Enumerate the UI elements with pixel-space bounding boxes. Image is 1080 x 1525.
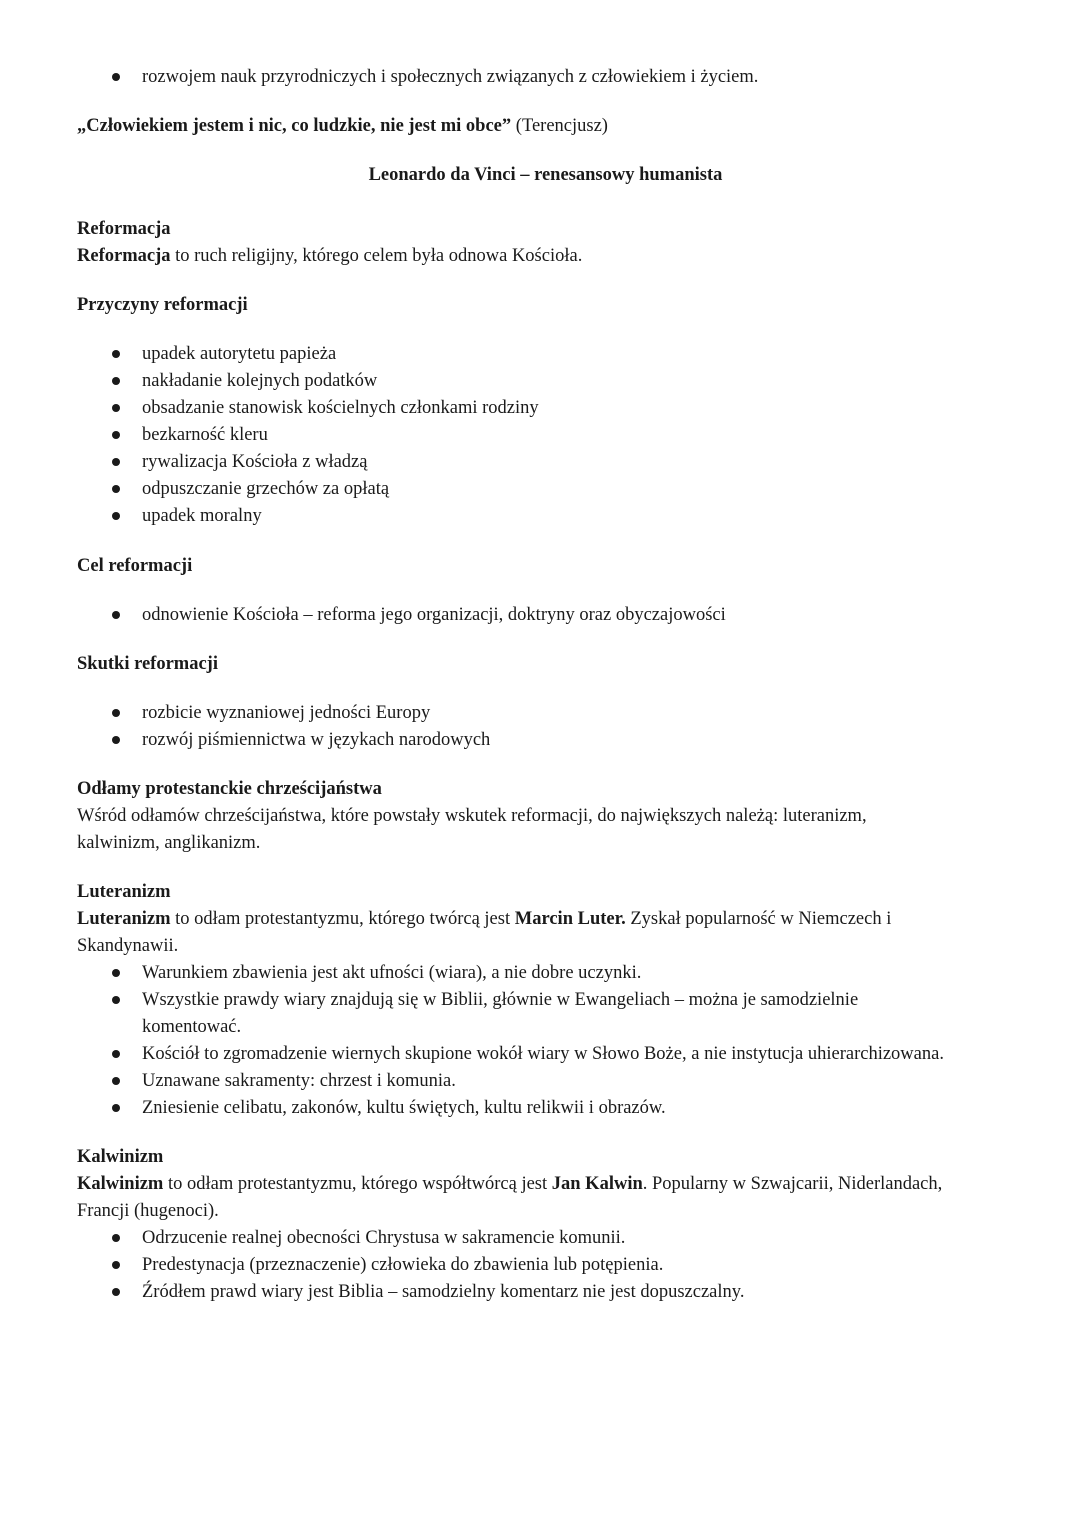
list-item: rozwój piśmiennictwa w językach narodowych <box>142 730 491 750</box>
bullet-icon <box>112 1077 120 1085</box>
list-item: obsadzanie stanowisk kościelnych członkami rodziny <box>142 398 539 418</box>
bullet-icon <box>112 404 120 412</box>
reformacja-heading: Reformacja <box>77 219 171 239</box>
bullet-icon <box>112 485 120 493</box>
reformacja-def-text: to ruch religijny, którego celem była odnowa Kościoła. <box>170 246 583 266</box>
intro-bullet: rozwojem nauk przyrodniczych i społecznych związanych z człowiekiem i życiem. <box>142 67 759 87</box>
bullet-icon <box>112 1261 120 1269</box>
odlamy-heading: Odłamy protestanckie chrześcijaństwa <box>77 779 382 799</box>
list-item: Uznawane sakramenty: chrzest i komunia. <box>142 1071 456 1091</box>
bullet-icon <box>112 1234 120 1242</box>
quote-author: (Terencjusz) <box>511 116 608 136</box>
bullet-icon <box>112 1104 120 1112</box>
bullet-icon <box>112 611 120 619</box>
list-item: odpuszczanie grzechów za opłatą <box>142 479 390 499</box>
bullet-icon <box>112 969 120 977</box>
kalwinizm-def-mid: to odłam protestantyzmu, którego współtwórcą jest <box>163 1174 552 1194</box>
list-item: Źródłem prawd wiary jest Biblia – samodzielny komentarz nie jest dopuszczalny. <box>142 1282 745 1302</box>
luteranizm-def-rest: Zyskał popularność w Niemczech i <box>625 909 892 929</box>
bullet-icon <box>112 996 120 1004</box>
list-item: Wszystkie prawdy wiary znajdują się w Biblii, głównie w Ewangeliach – można je samodzielnie <box>142 990 859 1010</box>
kalwinizm-heading: Kalwinizm <box>77 1147 164 1167</box>
skutki-heading: Skutki reformacji <box>77 654 218 674</box>
odlamy-text-line1: Wśród odłamów chrześcijaństwa, które powstały wskutek reformacji, do największych należą: luteranizm, <box>77 806 867 826</box>
odlamy-text-line2: kalwinizm, anglikanizm. <box>77 833 261 853</box>
luteranizm-founder: Marcin Luter. <box>514 909 626 929</box>
reformacja-definition <box>77 245 582 267</box>
list-item: rozbicie wyznaniowej jedności Europy <box>142 703 431 723</box>
list-item: bezkarność kleru <box>142 425 268 445</box>
list-item: upadek moralny <box>142 506 262 526</box>
kalwinizm-definition <box>77 1173 942 1195</box>
list-item: Zniesienie celibatu, zakonów, kultu świętych, kultu relikwii i obrazów. <box>142 1098 666 1118</box>
luteranizm-definition <box>77 908 891 930</box>
list-item: odnowienie Kościoła – reforma jego organizacji, doktryny oraz obyczajowości <box>142 605 726 625</box>
list-item: Kościół to zgromadzenie wiernych skupione wokół wiary w Słowo Boże, a nie instytucja uhierarchizowana. <box>142 1044 944 1064</box>
cel-heading: Cel reformacji <box>77 556 193 576</box>
bullet-icon <box>112 1288 120 1296</box>
kalwinizm-term: Kalwinizm <box>77 1174 164 1194</box>
przyczyny-heading: Przyczyny reformacji <box>77 295 248 315</box>
list-item: upadek autorytetu papieża <box>142 344 337 364</box>
bullet-icon <box>112 431 120 439</box>
kalwinizm-founder: Jan Kalwin <box>551 1174 643 1194</box>
quote-line <box>77 115 608 137</box>
bullet-icon <box>112 1050 120 1058</box>
quote-text: „Człowiekiem jestem i nic, co ludzkie, nie jest mi obce” <box>77 116 512 136</box>
bullet-icon <box>112 736 120 744</box>
bullet-icon <box>112 458 120 466</box>
luteranizm-definition-line2: Skandynawii. <box>77 936 179 956</box>
list-item: Odrzucenie realnej obecności Chrystusa w sakramencie komunii. <box>142 1228 626 1248</box>
bullet-icon <box>112 73 120 81</box>
reformacja-term: Reformacja <box>77 246 171 266</box>
kalwinizm-definition-line2: Francji (hugenoci). <box>77 1201 219 1221</box>
bullet-icon <box>112 377 120 385</box>
luteranizm-heading: Luteranizm <box>77 882 171 902</box>
list-item: nakładanie kolejnych podatków <box>142 371 378 391</box>
luteranizm-def-mid: to odłam protestantyzmu, którego twórcą jest <box>170 909 515 929</box>
list-item-continuation: komentować. <box>142 1017 242 1037</box>
luteranizm-term: Luteranizm <box>77 909 171 929</box>
kalwinizm-def-rest: . Popularny w Szwajcarii, Niderlandach, <box>642 1174 943 1194</box>
list-item: Warunkiem zbawienia jest akt ufności (wiara), a nie dobre uczynki. <box>142 963 642 983</box>
leonardo-title: Leonardo da Vinci – renesansowy humanista <box>368 165 723 185</box>
list-item: Predestynacja (przeznaczenie) człowieka do zbawienia lub potępienia. <box>142 1255 664 1275</box>
bullet-icon <box>112 709 120 717</box>
list-item: rywalizacja Kościoła z władzą <box>142 452 368 472</box>
bullet-icon <box>112 350 120 358</box>
bullet-icon <box>112 512 120 520</box>
